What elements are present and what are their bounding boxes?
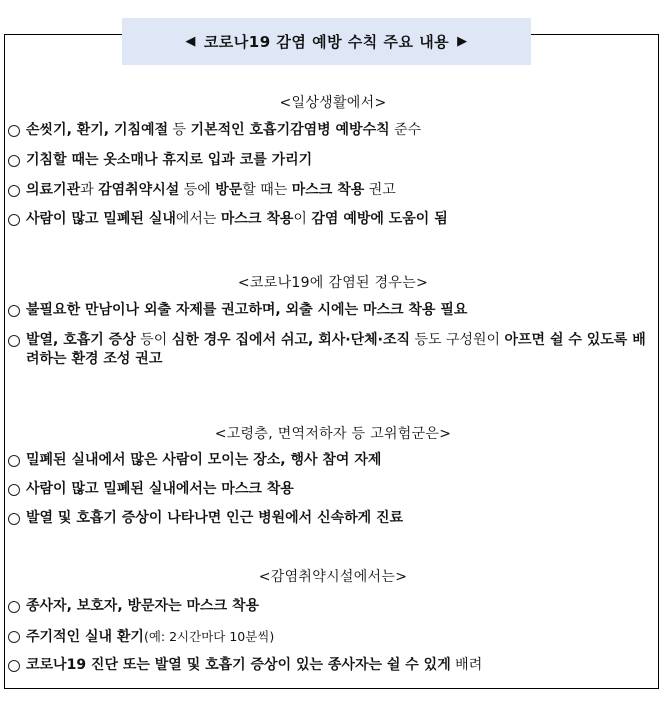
section-heading-vulnerable-facilities: <감염취약시설에서는> (258, 569, 408, 585)
text-segment: 준수 (389, 122, 422, 138)
text-segment: 권고 (364, 182, 396, 198)
text-segment: 등에 (179, 182, 216, 198)
bullet-circle-icon (8, 484, 20, 496)
item-text (26, 597, 656, 616)
text-segment: 마스크 착용 (291, 182, 365, 198)
item-text (26, 181, 656, 200)
item-text (26, 151, 656, 170)
text-segment: 종사자, 보호자, 방문자는 마스크 착용 (26, 598, 259, 614)
item-text (26, 301, 656, 320)
bullet-circle-icon (8, 631, 20, 643)
section-heading-infected: <코로나19에 감염된 경우는> (237, 275, 429, 291)
text-segment: (예: 2시간마다 10분씩) (143, 629, 275, 644)
item-text (26, 627, 656, 647)
list-item (8, 181, 656, 200)
list-item (8, 480, 656, 499)
bullet-circle-icon (8, 335, 20, 347)
list-item (8, 151, 656, 170)
text-segment: 기본적인 호흡기감염병 예방수칙 (190, 122, 390, 138)
bullet-circle-icon (8, 214, 20, 226)
text-segment: 과 (80, 182, 99, 198)
list-item (8, 301, 656, 320)
text-segment: 이 (293, 211, 312, 227)
text-segment: 할 때는 (242, 182, 292, 198)
text-segment: 코로나19 진단 또는 발열 및 호흡기 증상이 있는 종사자는 쉴 수 있게 (26, 657, 451, 673)
text-segment: 등이 (135, 332, 172, 348)
document-title: 코로나19 감염 예방 수칙 주요 내용 (203, 33, 450, 51)
text-segment: 발열, 호흡기 증상 (26, 332, 136, 348)
item-text (26, 509, 656, 528)
text-segment: 발열 및 호흡기 증상이 나타나면 인근 병원에서 신속하게 진료 (26, 510, 404, 526)
text-segment: 방문 (215, 182, 243, 198)
left-arrow-icon: ◀ (185, 34, 196, 49)
text-segment: 심한 경우 집에서 쉬고, 회사·단체·조직 (171, 332, 410, 348)
list-item (8, 656, 656, 675)
text-segment: 사람이 많고 밀폐된 실내에서는 마스크 착용 (26, 481, 294, 497)
text-segment: 에서는 (175, 211, 221, 227)
bullet-circle-icon (8, 660, 20, 672)
section-heading-daily-life: <일상생활에서> (279, 95, 387, 111)
item-text (26, 331, 656, 369)
text-segment: 의료기관 (26, 182, 81, 198)
bullet-circle-icon (8, 125, 20, 137)
item-text (26, 656, 656, 675)
bullet-circle-icon (8, 305, 20, 317)
text-segment: 밀폐된 실내에서 많은 사람이 모이는 장소, 행사 참여 자제 (26, 452, 382, 468)
text-segment: 손씻기, 환기, 기침예절 (26, 122, 169, 138)
list-item (8, 210, 656, 229)
list-item (8, 451, 656, 470)
bullet-circle-icon (8, 185, 20, 197)
text-segment: 배려 (450, 657, 483, 673)
item-text (26, 451, 656, 470)
text-segment: 아프면 쉴 수 있도록 배려하는 환경 조성 권고 (26, 332, 646, 367)
text-segment: 감염 예방에 도움이 됨 (311, 211, 448, 227)
right-arrow-icon: ▶ (457, 34, 468, 49)
text-segment: 불필요한 만남이나 외출 자제를 권고하며, 외출 시에는 마스크 착용 필요 (26, 302, 468, 318)
list-item (8, 627, 656, 647)
title-banner (122, 18, 531, 65)
item-text (26, 210, 656, 229)
item-text (26, 121, 656, 140)
bullet-circle-icon (8, 455, 20, 467)
text-segment: 등도 구성원이 (410, 332, 505, 348)
text-segment: 마스크 착용 (220, 211, 294, 227)
bullet-circle-icon (8, 155, 20, 167)
text-segment: 기침할 때는 옷소매나 휴지로 입과 코를 가리기 (26, 152, 313, 168)
list-item (8, 509, 656, 528)
list-item (8, 121, 656, 140)
text-segment: 주기적인 실내 환기 (26, 629, 144, 645)
bullet-circle-icon (8, 601, 20, 613)
section-heading-high-risk: <고령층, 면역저하자 등 고위험군은> (214, 426, 452, 442)
list-item (8, 331, 656, 369)
text-segment: 감염취약시설 (98, 182, 180, 198)
text-segment: 사람이 많고 밀폐된 실내 (26, 211, 176, 227)
bullet-circle-icon (8, 513, 20, 525)
list-item (8, 597, 656, 616)
text-segment: 등 (168, 122, 191, 138)
item-text (26, 480, 656, 499)
